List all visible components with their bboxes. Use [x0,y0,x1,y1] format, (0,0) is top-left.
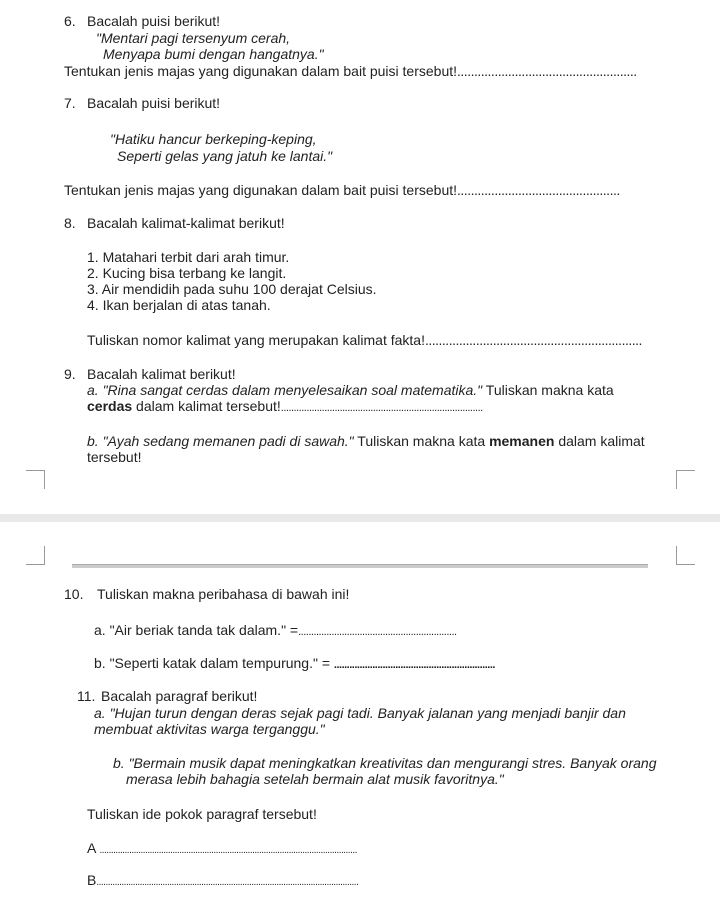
q8-item: 1. Matahari terbit dari arah timur. [87,249,290,265]
q9b-rest: dalam kalimat [558,433,645,449]
q11-prompt: Bacalah paragraf berikut! [101,688,258,704]
q9b-task: Tuliskan makna kata [357,433,486,449]
page-corner-bottom-right [676,470,695,489]
q8-number: 8. [64,215,76,231]
q11-answer-b [87,872,358,889]
q6-task-text: Tentukan jenis majas yang digunakan dalam bait puisi tersebut! [64,63,458,79]
q10a-answer-blank[interactable]: .............................................................. [298,626,457,638]
q9a-quote: a. "Rina sangat cerdas dalam menyelesaikan soal matematika." [87,382,483,398]
horizontal-rule [72,564,648,568]
q11-number: 11. [77,688,96,704]
q9a-line-1 [87,382,614,398]
q7-task-text: Tentukan jenis majas yang digunakan dalam bait puisi tersebut! [64,182,458,198]
q8-task [87,332,642,348]
q6-number: 6. [64,13,76,29]
q8-answer-blank[interactable]: ................................................................ [424,332,642,348]
q8-prompt: Bacalah kalimat-kalimat berikut! [87,215,285,231]
page-break [0,514,720,522]
q9a-answer-blank[interactable]: ............................................................................... [280,402,483,414]
q8-task-text: Tuliskan nomor kalimat yang merupakan kalimat fakta! [87,332,425,348]
q8-item: 3. Air mendidih pada suhu 100 derajat Celsius. [87,281,377,297]
q11-answer-b-blank[interactable]: ................................................................................................................... [96,877,359,888]
q7-answer-blank[interactable]: ................................................ [457,182,620,198]
q11-task: Tuliskan ide pokok paragraf tersebut! [87,806,317,822]
q6-prompt: Bacalah puisi berikut! [87,13,221,29]
q9a-rest: dalam kalimat tersebut! [136,398,281,414]
q10a [94,622,457,639]
q7-poem-line-1: "Hatiku hancur berkeping-keping, [110,131,317,147]
q7-poem-line-2: Seperti gelas yang jatuh ke lantai." [117,148,333,164]
q10b [94,655,495,672]
q8-item: 2. Kucing bisa terbang ke langit. [87,265,287,281]
page-corner-top-left [26,546,45,565]
q9b-quote: b. "Ayah sedang memanen padi di sawah." [87,433,354,449]
q9a-keyword: cerdas [87,398,133,414]
page-corner-top-right [676,546,695,565]
q11-answer-a [87,840,357,857]
q9a-line-2 [87,398,483,415]
q9-prompt: Bacalah kalimat berikut! [87,366,236,382]
q10a-text: a. "Air beriak tanda tak dalam." = [94,622,299,638]
q11a-line-2: membuat aktivitas warga terganggu." [94,721,325,737]
q11a-line-1: a. "Hujan turun dengan deras sejak pagi tadi. Banyak jalanan yang menjadi banjir dan [94,705,626,721]
q11b-line-2: merasa lebih bahagia setelah bermain alat musik favoritnya." [126,771,504,787]
q9b-line-2: tersebut! [87,449,142,465]
q10b-text: b. "Seperti katak dalam tempurung." = [94,655,331,671]
q6-answer-blank[interactable]: ..................................................... [457,63,637,79]
q9a-task: Tuliskan makna kata [485,382,614,398]
q7-number: 7. [64,95,76,111]
q6-task [64,63,637,79]
q9-number: 9. [64,366,76,382]
q11-answer-a-blank[interactable]: ................................................................................................................. [99,845,357,856]
page-corner-bottom-left [26,470,45,489]
q11b-line-1: b. "Bermain musik dapat meningkatkan kreativitas dan mengurangi stres. Banyak orang [113,755,657,771]
q11-answer-a-label: A [87,840,96,856]
q7-task [64,182,620,198]
q11-answer-b-label: B [87,872,97,888]
q9b-line-1 [87,433,645,449]
q10b-answer-blank[interactable]: ............................................................... [333,659,495,671]
q6-poem-line-1: "Mentari pagi tersenyum cerah, [96,30,291,46]
q10-number: 10. [64,586,84,602]
q7-prompt: Bacalah puisi berikut! [87,95,221,111]
q10-prompt: Tuliskan makna peribahasa di bawah ini! [97,586,350,602]
q9b-keyword: memanen [489,433,555,449]
q8-item: 4. Ikan berjalan di atas tanah. [87,297,271,313]
q6-poem-line-2: Menyapa bumi dengan hangatnya." [103,46,324,62]
